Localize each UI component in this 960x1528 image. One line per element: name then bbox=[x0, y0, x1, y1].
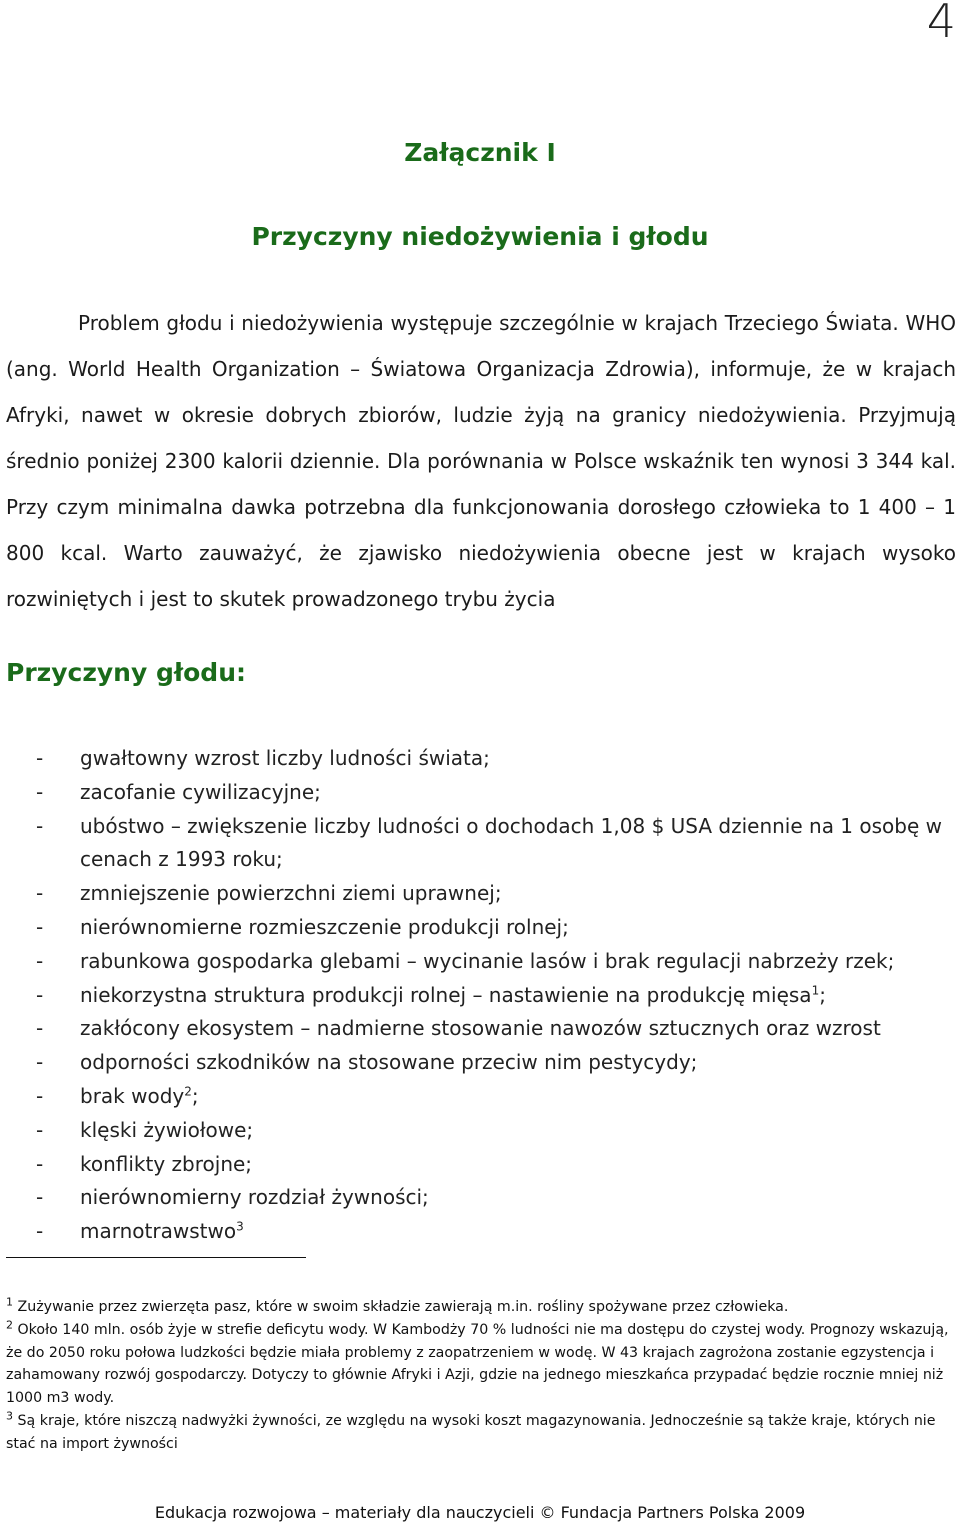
footnote-mark: 2 bbox=[6, 1318, 13, 1332]
cause-item bbox=[6, 1012, 956, 1046]
footnote-text: Zużywanie przez zwierzęta pasz, które w swoim składzie zawierają m.in. rośliny spożywane przez człowieka. bbox=[17, 1299, 789, 1315]
cause-item bbox=[6, 911, 956, 945]
cause-text: nierównomierny rozdział żywności; bbox=[80, 1185, 429, 1210]
cause-text: odporności szkodników na stosowane przeciw nim pestycydy; bbox=[80, 1050, 698, 1075]
cause-text: ubóstwo – zwiększenie liczby ludności o dochodach 1,08 $ USA dziennie na 1 osobę w cenach z 1993 roku; bbox=[80, 813, 942, 872]
cause-item bbox=[6, 1148, 956, 1182]
cause-item bbox=[6, 1181, 956, 1215]
footnote bbox=[6, 1296, 956, 1319]
intro-text: Problem głodu i niedożywienia występuje szczególnie w krajach Trzeciego Świata. WHO (ang. World Health Organization – Światowa Organizacja Zdrowia), informuje, że w krajach Afryki, nawet w okresie dobrych zbiorów, ludzie żyją na granicy niedożywienia. Przyjmują średnio poniżej 2300 kalorii dziennie. Dla porównania w Polsce wskaźnik ten wynosi 3 344 kal. Przy czym minimalna dawka potrzebna dla funkcjonowania dorosłego człowieka to 1 400 – 1 800 kcal. Warto zauważyć, że zjawisko niedożywienia obecne jest w krajach wysoko rozwiniętych i jest to skutek prowadzonego trybu życia bbox=[6, 311, 956, 611]
list-marker: - bbox=[36, 1117, 44, 1142]
cause-text: gwałtowny wzrost liczby ludności świata; bbox=[80, 746, 490, 770]
footnote bbox=[6, 1319, 956, 1410]
footnote-reference: 1 bbox=[811, 982, 820, 997]
cause-text: nierównomierne rozmieszczenie produkcji rolnej; bbox=[80, 914, 569, 939]
page-number: 4 bbox=[926, 0, 956, 48]
cause-text: konflikty zbrojne; bbox=[80, 1151, 253, 1176]
list-marker: - bbox=[36, 746, 44, 770]
section-title: Przyczyny niedożywienia i głodu bbox=[251, 222, 709, 251]
cause-item bbox=[6, 945, 956, 979]
cause-item bbox=[6, 1215, 956, 1249]
list-marker: - bbox=[36, 1016, 44, 1041]
cause-punctuation: ; bbox=[191, 1083, 199, 1108]
list-marker: - bbox=[36, 1083, 44, 1108]
cause-text: niekorzystna struktura produkcji rolnej – nastawienie na produkcję mięsa bbox=[80, 982, 812, 1007]
intro-paragraph bbox=[6, 300, 956, 622]
list-marker: - bbox=[36, 1219, 44, 1244]
causes-heading: Przyczyny głodu: bbox=[6, 658, 247, 687]
list-marker: - bbox=[36, 779, 44, 804]
list-marker: - bbox=[36, 948, 44, 973]
cause-punctuation: ; bbox=[819, 982, 826, 1007]
footnote-separator bbox=[6, 1257, 306, 1258]
footnote bbox=[6, 1410, 956, 1456]
cause-text: marnotrawstwo bbox=[80, 1219, 237, 1244]
cause-item bbox=[6, 1080, 956, 1114]
list-marker: - bbox=[36, 881, 44, 906]
cause-text: zakłócony ekosystem – nadmierne stosowanie nawozów sztucznych oraz wzrost bbox=[80, 1016, 881, 1041]
list-marker: - bbox=[36, 1050, 44, 1075]
footnote-mark: 3 bbox=[6, 1409, 13, 1423]
list-marker: - bbox=[36, 813, 44, 838]
footnote-reference: 3 bbox=[236, 1219, 244, 1234]
cause-text: zacofanie cywilizacyjne; bbox=[80, 779, 321, 804]
list-marker: - bbox=[36, 1185, 44, 1210]
cause-item bbox=[6, 877, 956, 911]
footnote-mark: 1 bbox=[6, 1295, 13, 1309]
cause-item bbox=[6, 1046, 956, 1080]
footnote-text: Są kraje, które niszczą nadwyżki żywności, ze względu na wysoki koszt magazynowania. Jednocześnie są także kraje, których nie stać na import żywności bbox=[6, 1412, 936, 1452]
cause-text: brak wody bbox=[80, 1083, 185, 1108]
causes-list bbox=[6, 742, 956, 1249]
footnote-text: Około 140 mln. osób żyje w strefie deficytu wody. W Kambodży 70 % ludności nie ma dostępu do czystej wody. Prognozy wskazują, że do 2050 roku połowa ludzkości będzie miała problemy z zaopatrzeniem w wodę. W 43 krajach zagrożona zostanie egzystencja i zahamowany rozwój gospodarczy. Dotyczy to głównie Afryki i Azji, gdzie na jednego mieszkańca przypadać będzie rocznie mniej niż 1000 m3 wody. bbox=[6, 1321, 949, 1407]
cause-item bbox=[6, 742, 956, 776]
cause-text: zmniejszenie powierzchni ziemi uprawnej; bbox=[80, 881, 502, 906]
cause-item bbox=[6, 810, 956, 878]
page-footer: Edukacja rozwojowa – materiały dla nauczycieli © Fundacja Partners Polska 2009 bbox=[154, 1503, 806, 1522]
cause-item bbox=[6, 1114, 956, 1148]
list-marker: - bbox=[36, 982, 44, 1007]
annex-title: Załącznik I bbox=[404, 138, 556, 167]
footnote-reference: 2 bbox=[184, 1084, 192, 1099]
cause-text: klęski żywiołowe; bbox=[80, 1117, 254, 1142]
cause-text: rabunkowa gospodarka glebami – wycinanie lasów i brak regulacji nabrzeży rzek; bbox=[80, 948, 895, 973]
footnotes bbox=[6, 1296, 956, 1456]
cause-item bbox=[6, 979, 956, 1013]
cause-item bbox=[6, 776, 956, 810]
list-marker: - bbox=[36, 914, 44, 939]
list-marker: - bbox=[36, 1151, 44, 1176]
